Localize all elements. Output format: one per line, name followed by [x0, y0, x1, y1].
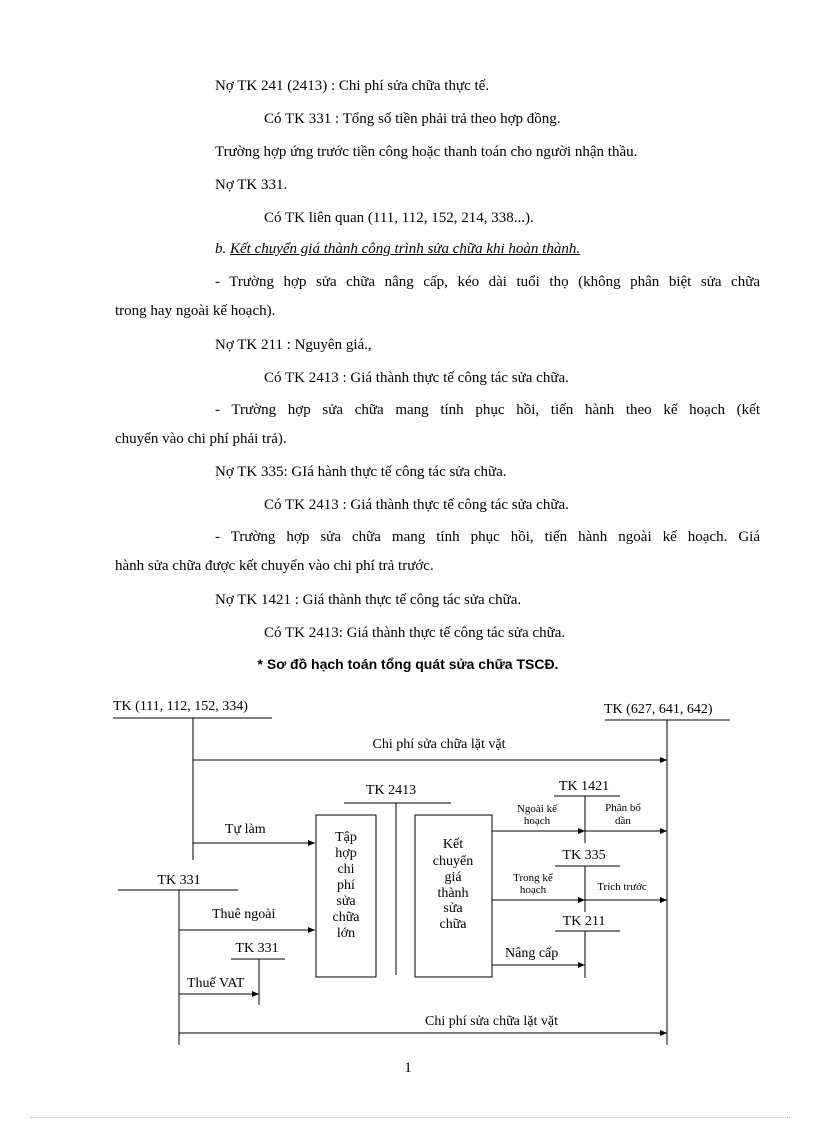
entry-debit-211: Nợ TK 211 : Nguyên giá.,	[215, 337, 372, 353]
entry-debit-335: Nợ TK 335: GIá hành thực tế công tác sửa chữa.	[215, 464, 507, 480]
box1-line: chi	[337, 862, 355, 877]
entry-credit-331: Có TK 331 : Tổng số tiền phải trả theo hợp đồng.	[264, 111, 561, 127]
tk-expense-label: TK (627, 641, 642)	[604, 702, 713, 717]
tk331-vat-label: TK 331	[235, 941, 279, 956]
paragraph-unplanned-line1: - Trường hợp sửa chữa mang tính phục hồi, tiến hành ngoài kế hoạch. Giá	[215, 529, 760, 545]
petty-top-label: Chi phí sửa chữa lặt vặt	[372, 737, 506, 752]
box2-line: chuyển	[432, 854, 474, 869]
entry-credit-2413-c: Có TK 2413: Giá thành thực tế công tác sửa chữa.	[264, 625, 566, 641]
petty-bottom-label: Chi phí sửa chữa lặt vặt	[425, 1014, 558, 1029]
box2-line: thành	[437, 886, 469, 901]
in-plan-label: Trong kế	[513, 872, 553, 884]
paragraph-unplanned-line2: hành sửa chữa được kết chuyển vào chi phí trả trước.	[115, 558, 434, 574]
box2-line: chữa	[439, 917, 467, 932]
outsourced-label: Thuê ngoài	[212, 907, 276, 922]
page-bottom-divider	[30, 1117, 790, 1118]
box1-line: hợp	[335, 846, 357, 861]
vat-label: Thuế VAT	[187, 976, 245, 991]
box1-line: phí	[337, 878, 355, 893]
upgrade-label: Nâng cấp	[505, 946, 559, 961]
entry-debit-1421: Nợ TK 1421 : Giá thành thực tế công tác sửa chữa.	[215, 592, 522, 608]
entry-debit-241: Nợ TK 241 (2413) : Chi phí sửa chữa thực tế.	[215, 78, 490, 94]
paragraph-planned-line2: chuyển vào chi phí phải trả).	[115, 431, 287, 447]
allocate-label: Phân bổ	[605, 802, 641, 814]
out-plan-label: hoạch	[523, 815, 551, 827]
tk2413-label: TK 2413	[365, 783, 417, 798]
section-heading-prefix: b.	[215, 241, 230, 257]
tk211-label: TK 211	[562, 914, 606, 929]
tk331-main-label: TK 331	[157, 873, 201, 888]
entry-credit-2413-a: Có TK 2413 : Giá thành thực tế công tác sửa chữa.	[264, 370, 569, 386]
box2-line: Kết	[442, 837, 464, 852]
entry-debit-331: Nợ TK 331.	[215, 177, 288, 193]
paragraph-advance-payment: Trường hợp ứng trước tiền công hoặc thanh toán cho người nhận thầu.	[215, 144, 638, 160]
entry-credit-2413-b: Có TK 2413 : Giá thành thực tế công tác sửa chữa.	[264, 497, 569, 513]
box1-line: chữa	[332, 910, 360, 925]
box1-line: Tập	[335, 830, 357, 845]
tk-cash-label: TK (111, 112, 152, 334)	[113, 699, 248, 714]
box2-line: giá	[444, 870, 462, 885]
tk335-label: TK 335	[562, 848, 606, 863]
box1-line: sửa	[336, 894, 356, 909]
paragraph-upgrade-line2: trong hay ngoài kế hoạch).	[115, 303, 276, 319]
page-number: 1	[404, 1060, 412, 1076]
self-done-label: Tự làm	[225, 822, 266, 837]
paragraph-planned-line1: - Trường hợp sửa chữa mang tính phục hồi, tiến hành theo kế hoạch (kết	[215, 402, 760, 418]
accrue-label: Trích trước	[597, 881, 647, 893]
paragraph-upgrade-line1: - Trường hợp sửa chữa nâng cấp, kéo dài tuổi thọ (không phân biệt sửa chữa	[215, 274, 760, 290]
out-plan-label: Ngoài kế	[516, 803, 558, 815]
in-plan-label: hoạch	[519, 884, 547, 896]
tk1421-label: TK 1421	[558, 779, 610, 794]
diagram-title: * Sơ đồ hạch toán tổng quát sửa chữa TSCĐ.	[257, 656, 559, 672]
box2-line: sửa	[443, 901, 463, 916]
allocate-label: dần	[615, 815, 631, 827]
box1-line: lớn	[336, 926, 356, 941]
section-heading-text: Kết chuyển giá thành công trình sửa chữa khi hoàn thành.	[230, 241, 581, 257]
entry-credit-related: Có TK liên quan (111, 112, 152, 214, 338...).	[264, 210, 534, 226]
